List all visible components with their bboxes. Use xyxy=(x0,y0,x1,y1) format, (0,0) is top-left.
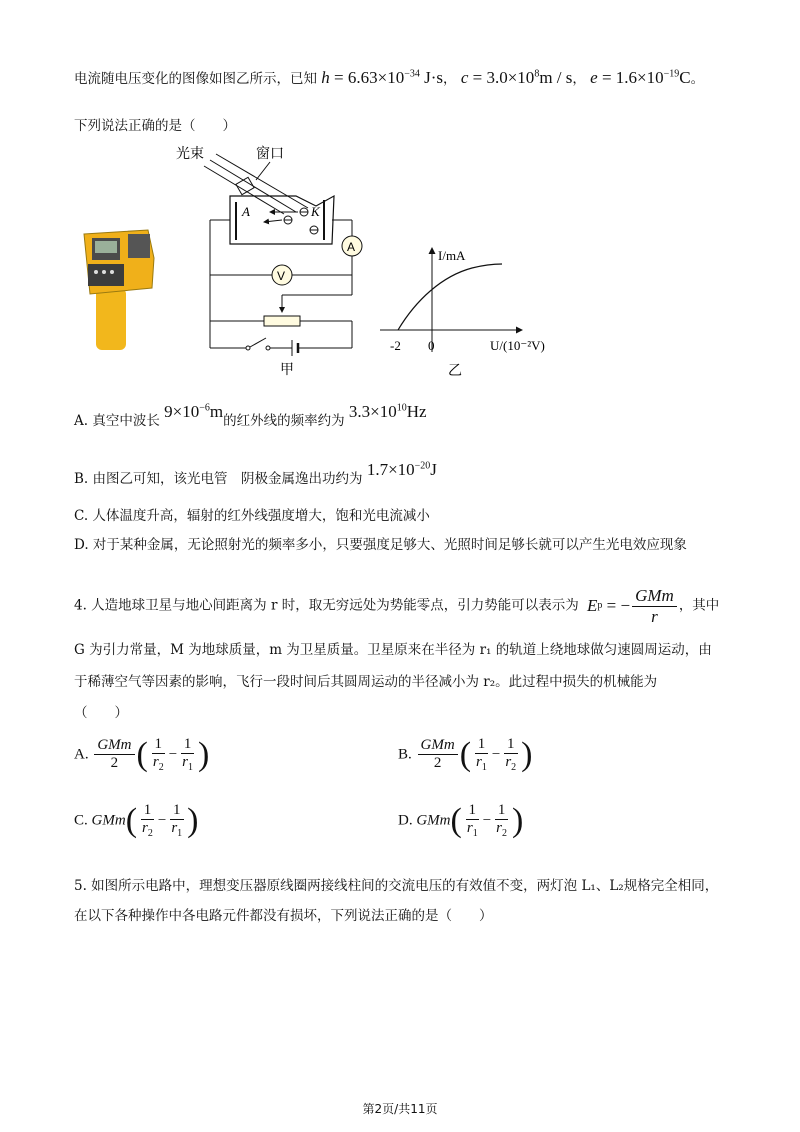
voltmeter-label: V xyxy=(277,269,286,283)
q4-line1: 4. 人造地球卫星与地心间距离为 r 时，取无穷远处为势能零点，引力势能可以表示为 E p = − $\frac{\text{GMm}}{r}$ ，其中 xyxy=(74,586,720,626)
label-anode: A xyxy=(242,204,250,219)
q4-line4: （ ） xyxy=(74,705,128,721)
elementary-charge: $e = 1.6\times 10^{-19}C$ xyxy=(590,68,691,87)
x-axis-label: U/(10⁻²V) xyxy=(490,338,545,353)
q5-line1: 5. 如图所示电路中，理想变压器原线圈两接线柱间的交流电压的有效值不变，两灯泡 L₁、L₂规格完全相同， xyxy=(74,878,719,894)
q4-option-c: C. GMm( $\frac{1}{r_2}$ − $\frac{1}{r_1}$ ) xyxy=(74,801,199,840)
label-cathode: K xyxy=(311,204,320,219)
thermometer-sensor xyxy=(128,234,150,258)
window-pointer xyxy=(256,162,270,180)
figure-yi-graph xyxy=(372,240,568,380)
thermometer-keypad xyxy=(88,264,124,286)
caption-yi: 乙 xyxy=(448,363,462,379)
window-slot xyxy=(236,177,254,194)
tick-zero: 0 xyxy=(428,338,435,353)
q4-line3: 于稀薄空气等因素的影响，飞行一段时间后其圆周运动的半径减小为 r₂。此过程中损失的机械能为 xyxy=(74,674,658,690)
q3-option-a: A. 真空中波长 $9\times 10^{-6}m$的红外线的频率约为 $3.3\times 10^{10}Hz$ xyxy=(74,402,427,429)
figure-jia-circuit xyxy=(168,140,368,380)
q3-option-b: B. 由图乙可知，该光电管 阴极金属逸出功约为 $1.7\times 10^{-20}J$ xyxy=(74,460,437,487)
intro-line: 电流随电压变化的图像如图乙所示，已知 $h = 6.63\times 10^{-34}$ J·s， $c = 3.0\times 10^8m / s$， $e = 1.6\times 10^{-19}C$。 xyxy=(74,68,705,87)
label-window: 窗口 xyxy=(256,146,284,162)
intro-text: 电流随电压变化的图像如图乙所示，已知 xyxy=(74,71,317,87)
q4-option-d: D. GMm( $\frac{1}{r_1}$ − $\frac{1}{r_2}$ ) xyxy=(398,801,524,840)
caption-jia: 甲 xyxy=(280,362,294,378)
q4-option-a: A. $\frac{\text{GMm}}{2}$ ( $\frac{1}{r_2}$ − $\frac{1}{r_1}$ ) xyxy=(74,735,210,774)
q3-option-d: D. 对于某种金属，无论照射光的频率多小，只要强度足够大、光照时间足够长就可以产生光电效应现象 xyxy=(74,537,687,553)
q4-option-b: B. $\frac{\text{GMm}}{2}$ ( $\frac{1}{r_1}$ − $\frac{1}{r_2}$ ) xyxy=(398,735,533,774)
q3-option-c: C. 人体温度升高，辐射的红外线强度增大，饱和光电流减小 xyxy=(74,508,430,524)
light-speed: $c = 3.0\times 10^8m / s$ xyxy=(460,68,573,87)
question3-prompt: 下列说法正确的是（ ） xyxy=(74,118,236,134)
infrared-thermometer-image xyxy=(78,228,158,358)
iu-curve xyxy=(398,264,502,330)
rheostat xyxy=(264,316,300,326)
q5-line2: 在以下各种操作中各电路元件都没有损坏，下列说法正确的是（ ） xyxy=(74,908,493,924)
q4-line2: G 为引力常量，M 为地球质量，m 为卫星质量。卫星原来在半径为 r₁ 的轨道上绕地球做匀速圆周运动，由 xyxy=(74,642,712,658)
planck-constant: $h = 6.63\times 10^{-34}$ J·s xyxy=(321,68,444,87)
switch xyxy=(246,346,250,350)
y-axis-label: I/mA xyxy=(438,248,466,263)
ammeter-label: A xyxy=(347,240,356,254)
tick-neg2: -2 xyxy=(390,338,401,353)
thermometer-display xyxy=(95,241,117,253)
thermometer-handle xyxy=(96,288,126,350)
page-footer: 第2页/共11页 xyxy=(362,1102,438,1116)
label-light-beam: 光束 xyxy=(176,146,204,162)
